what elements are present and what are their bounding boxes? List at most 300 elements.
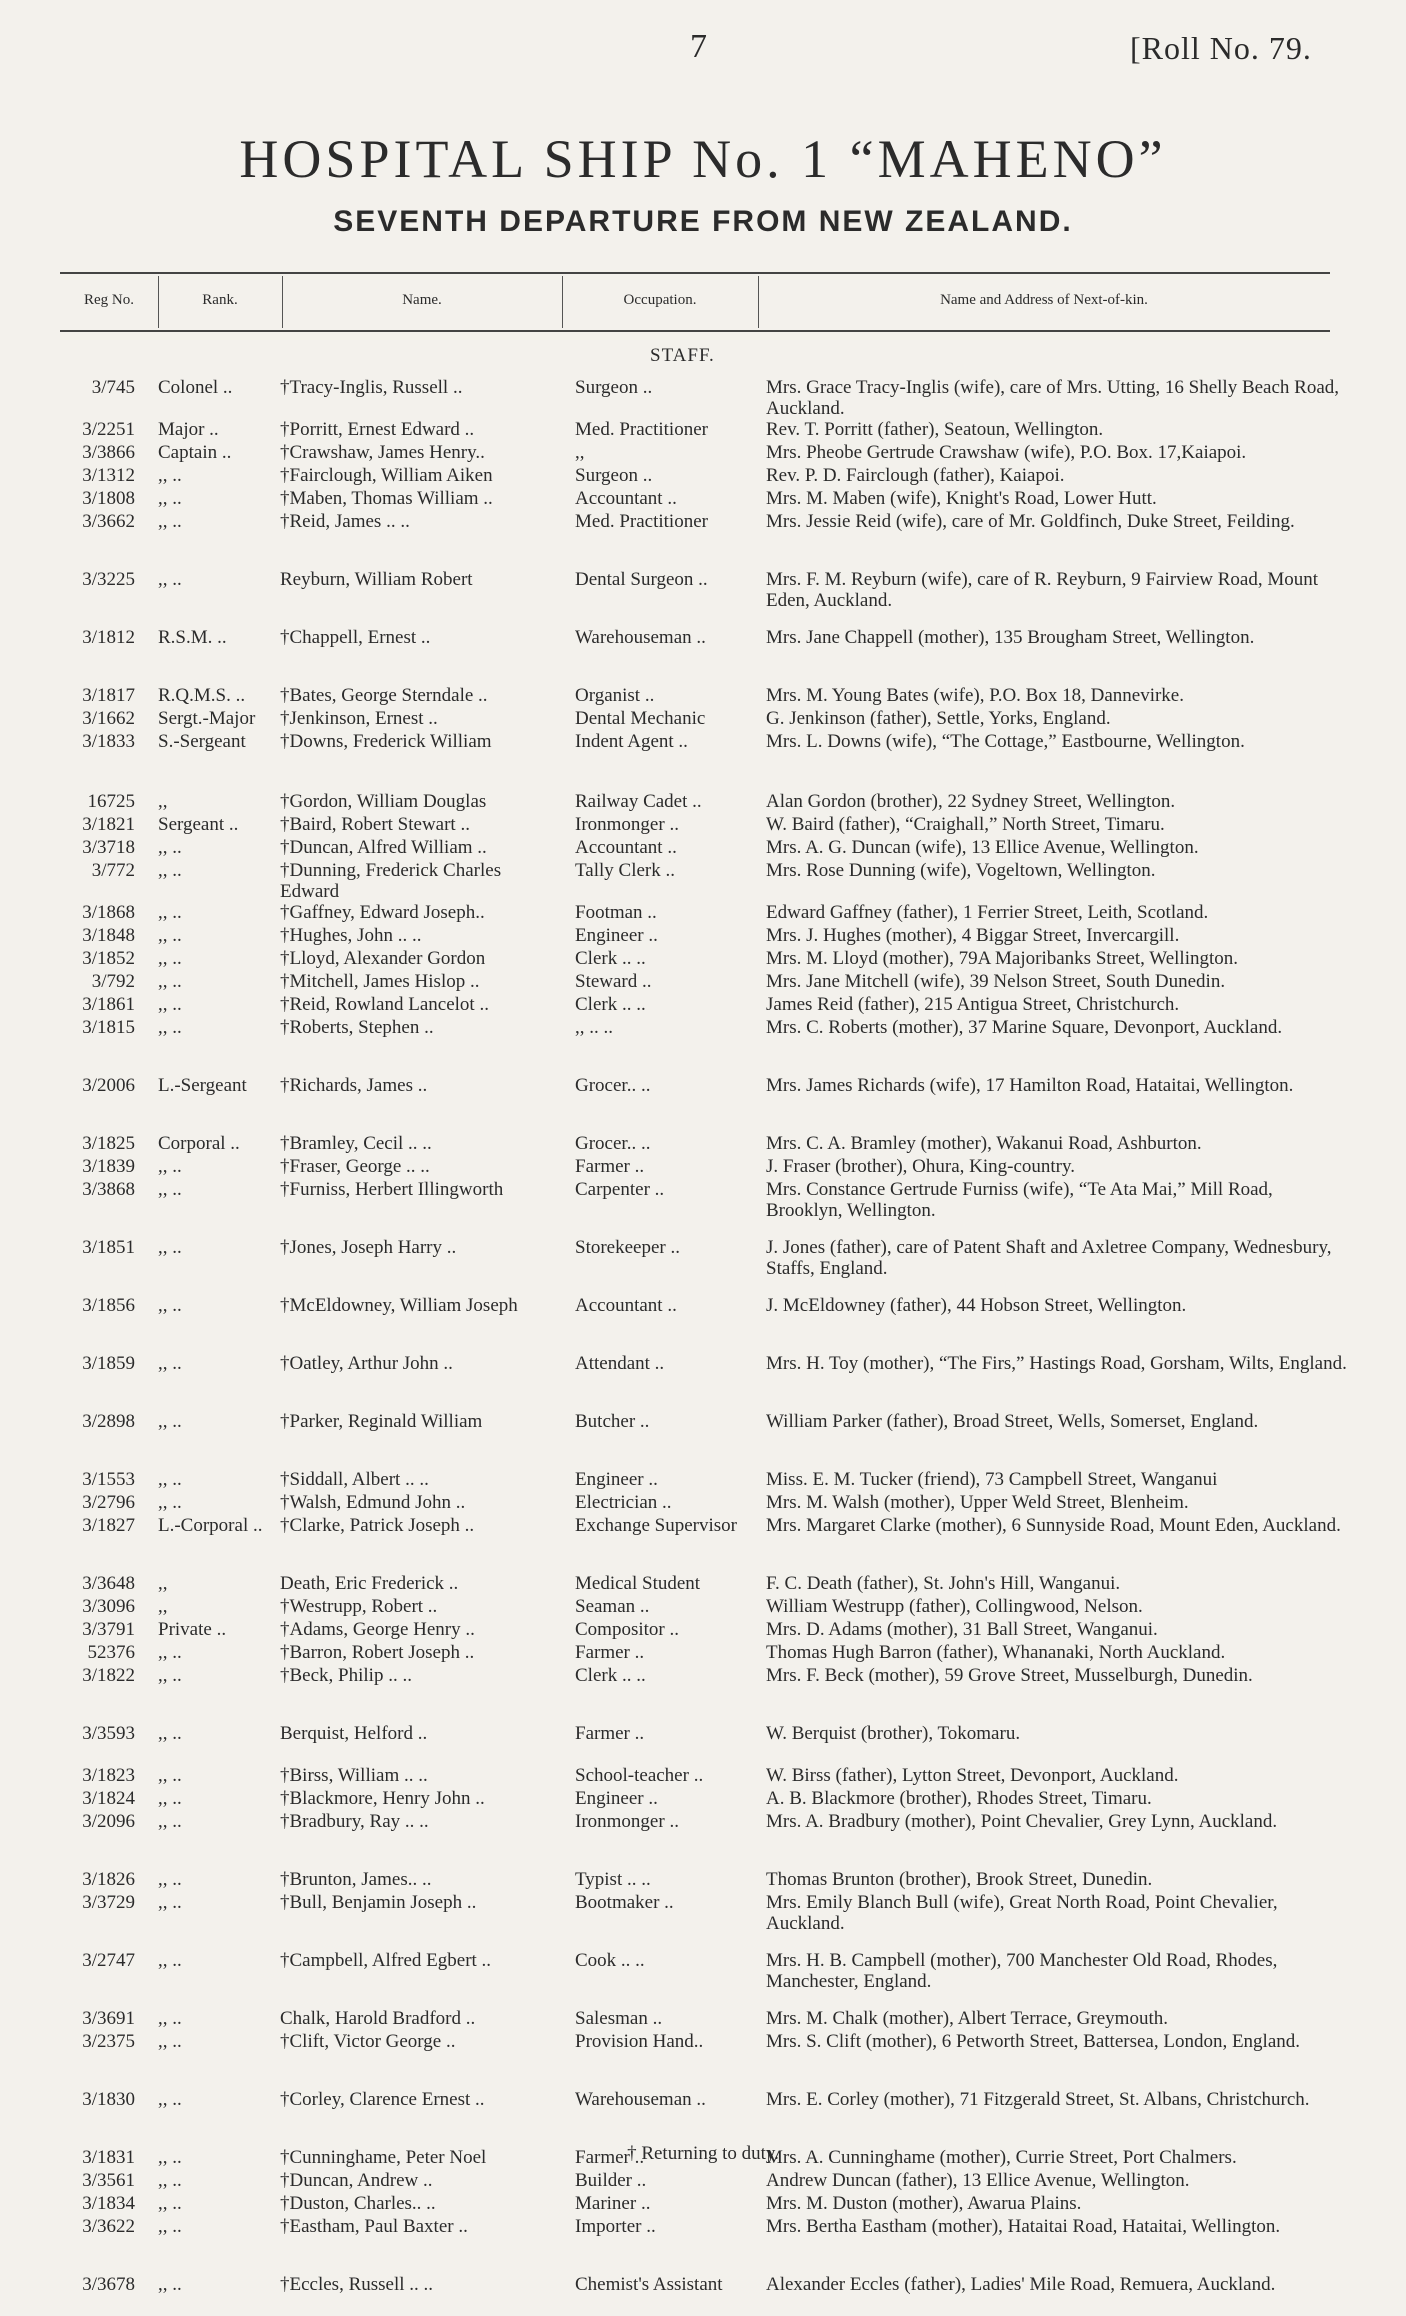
rank-cell: ,, .. (158, 488, 182, 509)
name-cell: †Mitchell, James Hislop .. (280, 971, 480, 992)
table-row (0, 1892, 1406, 1934)
reg-number-cell: 3/1861 (82, 994, 135, 1015)
name-cell: †Jenkinson, Ernest .. (280, 708, 438, 729)
rank-cell: Private .. (158, 1619, 227, 1640)
next-of-kin-cell: Thomas Hugh Barron (father), Whananaki, North Auckland. (766, 1642, 1226, 1663)
rank-cell: ,, (158, 1596, 168, 1617)
table-row (0, 377, 1406, 419)
occupation-cell: Surgeon .. (575, 377, 653, 398)
table-row (0, 948, 1406, 971)
rank-cell: ,, .. (158, 1723, 182, 1744)
occupation-cell: Attendant .. (575, 1353, 665, 1374)
table-row (0, 1353, 1406, 1395)
occupation-cell: Indent Agent .. (575, 731, 688, 752)
reg-number-cell: 3/2096 (82, 1811, 135, 1832)
table-row (0, 860, 1406, 902)
reg-number-cell: 3/3662 (82, 511, 135, 532)
next-of-kin-cell: Mrs. Jessie Reid (wife), care of Mr. Goldfinch, Duke Street, Feilding. (766, 511, 1295, 532)
table-row (0, 685, 1406, 708)
rank-cell: ,, .. (158, 1469, 182, 1490)
name-cell: †Furniss, Herbert Illingworth (280, 1179, 504, 1200)
roll-number: [Roll No. 79. (1130, 30, 1312, 66)
name-cell: †Lloyd, Alexander Gordon (280, 948, 486, 969)
occupation-cell: Cook .. .. (575, 1950, 645, 1971)
table-row (0, 1156, 1406, 1179)
name-cell: †Jones, Joseph Harry .. (280, 1237, 457, 1258)
next-of-kin-cell: Mrs. Emily Blanch Bull (wife), Great North Road, Point Chevalier, Auckland. (766, 1892, 1278, 1934)
name-cell: †Roberts, Stephen .. (280, 1017, 434, 1038)
table-row (0, 419, 1406, 442)
occupation-cell: Salesman .. (575, 2008, 663, 2029)
reg-number-cell: 3/3866 (82, 442, 135, 463)
name-cell: †Richards, James .. (280, 1075, 428, 1096)
table-row (0, 1765, 1406, 1788)
reg-number-cell: 3/3729 (82, 1892, 135, 1913)
name-cell: †Cunninghame, Peter Noel (280, 2147, 487, 2168)
table-row (0, 2170, 1406, 2193)
occupation-cell: Farmer .. (575, 2147, 645, 2168)
table-row (0, 511, 1406, 553)
name-cell: †Beck, Philip .. .. (280, 1665, 412, 1686)
occupation-cell: Med. Practitioner (575, 419, 708, 440)
next-of-kin-cell: Alexander Eccles (father), Ladies' Mile Road, Remuera, Auckland. (766, 2274, 1276, 2295)
next-of-kin-cell: Mrs. C. A. Bramley (mother), Wakanui Road, Ashburton. (766, 1133, 1202, 1154)
occupation-cell: Builder .. (575, 2170, 647, 2191)
name-cell: †Tracy-Inglis, Russell .. (280, 377, 463, 398)
name-cell: †Fraser, George .. .. (280, 1156, 430, 1177)
rank-cell: ,, .. (158, 1237, 182, 1258)
next-of-kin-cell: Alan Gordon (brother), 22 Sydney Street, Wellington. (766, 791, 1176, 812)
next-of-kin-cell: Mrs. L. Downs (wife), “The Cottage,” Eastbourne, Wellington. (766, 731, 1245, 752)
name-cell: †Clift, Victor George .. (280, 2031, 456, 2052)
reg-number-cell: 3/3868 (82, 1179, 135, 1200)
name-cell: †Porritt, Ernest Edward .. (280, 419, 475, 440)
reg-number-cell: 3/3791 (82, 1619, 135, 1640)
name-cell: †Gordon, William Douglas (280, 791, 487, 812)
table-row (0, 1133, 1406, 1156)
occupation-cell: Accountant .. (575, 488, 677, 509)
occupation-cell: Carpenter .. (575, 1179, 665, 1200)
rank-cell: ,, .. (158, 1811, 182, 1832)
rank-cell: ,, .. (158, 1892, 182, 1913)
next-of-kin-cell: Mrs. Jane Mitchell (wife), 39 Nelson Street, South Dunedin. (766, 971, 1226, 992)
rank-cell: ,, .. (158, 1788, 182, 1809)
reg-number-cell: 3/3678 (82, 2274, 135, 2295)
reg-number-cell: 3/1823 (82, 1765, 135, 1786)
name-cell: †Barron, Robert Joseph .. (280, 1642, 475, 1663)
rank-cell: Sergeant .. (158, 814, 239, 835)
next-of-kin-cell: Mrs. Grace Tracy-Inglis (wife), care of Mrs. Utting, 16 Shelly Beach Road, Auckland. (766, 377, 1340, 419)
table-row (0, 708, 1406, 731)
table-row (0, 1237, 1406, 1279)
next-of-kin-cell: Mrs. M. Young Bates (wife), P.O. Box 18, Dannevirke. (766, 685, 1184, 706)
reg-number-cell: 3/1662 (82, 708, 135, 729)
occupation-cell: Provision Hand.. (575, 2031, 704, 2052)
name-cell: Berquist, Helford .. (280, 1723, 428, 1744)
name-cell: †Crawshaw, James Henry.. (280, 442, 485, 463)
table-row (0, 971, 1406, 994)
rank-cell: ,, .. (158, 994, 182, 1015)
table-row (0, 994, 1406, 1017)
next-of-kin-cell: Thomas Brunton (brother), Brook Street, Dunedin. (766, 1869, 1153, 1890)
rank-cell: ,, .. (158, 837, 182, 858)
rank-cell: ,, .. (158, 2193, 182, 2214)
next-of-kin-cell: Rev. P. D. Fairclough (father), Kaiapoi. (766, 465, 1065, 486)
rank-cell: ,, .. (158, 1950, 182, 1971)
next-of-kin-cell: Mrs. M. Walsh (mother), Upper Weld Street, Blenheim. (766, 1492, 1189, 1513)
name-cell: †Siddall, Albert .. .. (280, 1469, 429, 1490)
occupation-cell: Organist .. (575, 685, 655, 706)
table-row (0, 465, 1406, 488)
table-row (0, 1492, 1406, 1515)
name-cell: †Oatley, Arthur John .. (280, 1353, 453, 1374)
occupation-cell: Engineer .. (575, 1788, 658, 1809)
reg-number-cell: 3/1848 (82, 925, 135, 946)
column-header-name: Name. (402, 292, 442, 308)
name-cell: †Reid, James .. .. (280, 511, 410, 532)
next-of-kin-cell: Mrs. M. Maben (wife), Knight's Road, Lower Hutt. (766, 488, 1157, 509)
table-row (0, 2008, 1406, 2031)
next-of-kin-cell: W. Berquist (brother), Tokomaru. (766, 1723, 1021, 1744)
rank-cell: ,, .. (158, 2008, 182, 2029)
name-cell: †Birss, William .. .. (280, 1765, 428, 1786)
table-row (0, 1950, 1406, 1992)
name-cell: †Clarke, Patrick Joseph .. (280, 1515, 475, 1536)
name-cell: †Duncan, Alfred William .. (280, 837, 487, 858)
reg-number-cell: 3/3648 (82, 1573, 135, 1594)
rank-cell: ,, .. (158, 902, 182, 923)
rank-cell: ,, .. (158, 2031, 182, 2052)
rank-cell: Sergt.-Major (158, 708, 256, 729)
reg-number-cell: 3/3593 (82, 1723, 135, 1744)
rank-cell: Corporal .. (158, 1133, 240, 1154)
next-of-kin-cell: William Westrupp (father), Collingwood, Nelson. (766, 1596, 1143, 1617)
occupation-cell: Steward .. (575, 971, 652, 992)
table-row (0, 1017, 1406, 1059)
rank-cell: ,, .. (158, 925, 182, 946)
occupation-cell: Warehouseman .. (575, 627, 706, 648)
table-row (0, 1811, 1406, 1853)
table-row (0, 2031, 1406, 2073)
next-of-kin-cell: G. Jenkinson (father), Settle, Yorks, England. (766, 708, 1111, 729)
rank-cell: ,, .. (158, 1353, 182, 1374)
page-subtitle: SEVENTH DEPARTURE FROM NEW ZEALAND. (333, 205, 1073, 238)
name-cell: †Bradbury, Ray .. .. (280, 1811, 429, 1832)
table-row (0, 488, 1406, 511)
reg-number-cell: 3/2375 (82, 2031, 135, 2052)
name-cell: †Campbell, Alfred Egbert .. (280, 1950, 492, 1971)
next-of-kin-cell: Andrew Duncan (father), 13 Ellice Avenue, Wellington. (766, 2170, 1190, 2191)
occupation-cell: Ironmonger .. (575, 814, 679, 835)
name-cell: †Eccles, Russell .. .. (280, 2274, 434, 2295)
name-cell: †Gaffney, Edward Joseph.. (280, 902, 485, 923)
reg-number-cell: 3/2898 (82, 1411, 135, 1432)
reg-number-cell: 3/3718 (82, 837, 135, 858)
table-row (0, 627, 1406, 669)
reg-number-cell: 3/1815 (82, 1017, 135, 1038)
occupation-cell: Tally Clerk .. (575, 860, 675, 881)
reg-number-cell: 3/2747 (82, 1950, 135, 1971)
rank-cell: ,, .. (158, 569, 182, 590)
next-of-kin-cell: Mrs. M. Duston (mother), Awarua Plains. (766, 2193, 1082, 2214)
reg-number-cell: 3/1834 (82, 2193, 135, 2214)
rank-cell: Captain .. (158, 442, 232, 463)
rank-cell: ,, .. (158, 2216, 182, 2237)
table-row (0, 442, 1406, 465)
occupation-cell: Farmer .. (575, 1723, 645, 1744)
column-header-rank: Rank. (202, 292, 238, 308)
name-cell: †Brunton, James.. .. (280, 1869, 432, 1890)
name-cell: †Duston, Charles.. .. (280, 2193, 436, 2214)
name-cell: †Westrupp, Robert .. (280, 1596, 438, 1617)
reg-number-cell: 3/745 (91, 377, 135, 398)
header-rule-top (60, 272, 1330, 274)
reg-number-cell: 3/1868 (82, 902, 135, 923)
table-row (0, 1469, 1406, 1492)
next-of-kin-cell: A. B. Blackmore (brother), Rhodes Street, Timaru. (766, 1788, 1152, 1809)
occupation-cell: Clerk .. .. (575, 1665, 646, 1686)
rank-cell: ,, .. (158, 1492, 182, 1513)
rank-cell: L.-Corporal .. (158, 1515, 263, 1536)
occupation-cell: Dental Mechanic (575, 708, 706, 729)
next-of-kin-cell: J. Jones (father), care of Patent Shaft and Axletree Company, Wednesbury, Staffs, England. (766, 1237, 1332, 1279)
reg-number-cell: 3/1859 (82, 1353, 135, 1374)
footnote: † Returning to duty. (627, 2143, 779, 2164)
name-cell: †Bramley, Cecil .. .. (280, 1133, 432, 1154)
reg-number-cell: 3/1817 (82, 685, 135, 706)
table-row (0, 837, 1406, 860)
next-of-kin-cell: Mrs. Constance Gertrude Furniss (wife), “Te Ata Mai,” Mill Road, Brooklyn, Wellington. (766, 1179, 1273, 1221)
next-of-kin-cell: Mrs. Pheobe Gertrude Crawshaw (wife), P.O. Box. 17,Kaiapoi. (766, 442, 1247, 463)
name-cell: †Walsh, Edmund John .. (280, 1492, 466, 1513)
next-of-kin-cell: Mrs. A. G. Duncan (wife), 13 Ellice Avenue, Wellington. (766, 837, 1199, 858)
reg-number-cell: 3/1822 (82, 1665, 135, 1686)
occupation-cell: Grocer.. .. (575, 1075, 651, 1096)
table-row (0, 902, 1406, 925)
column-header-occupation: Occupation. (623, 292, 697, 308)
next-of-kin-cell: Mrs. J. Hughes (mother), 4 Biggar Street, Invercargill. (766, 925, 1180, 946)
page-number: 7 (690, 28, 707, 65)
name-cell: †Downs, Frederick William (280, 731, 492, 752)
name-cell: †Duncan, Andrew .. (280, 2170, 433, 2191)
header-rule-bottom (60, 330, 1330, 332)
next-of-kin-cell: Mrs. Rose Dunning (wife), Vogeltown, Wellington. (766, 860, 1156, 881)
next-of-kin-cell: Mrs. A. Cunninghame (mother), Currie Street, Port Chalmers. (766, 2147, 1237, 2168)
rank-cell: ,, .. (158, 1765, 182, 1786)
table-row (0, 1869, 1406, 1892)
name-cell: †Parker, Reginald William (280, 1411, 483, 1432)
reg-number-cell: 3/2796 (82, 1492, 135, 1513)
name-cell: Death, Eric Frederick .. (280, 1573, 459, 1594)
table-row (0, 1723, 1406, 1765)
next-of-kin-cell: Miss. E. M. Tucker (friend), 73 Campbell Street, Wanganui (766, 1469, 1218, 1490)
section-heading: STAFF. (650, 345, 715, 366)
occupation-cell: School-teacher .. (575, 1765, 704, 1786)
rank-cell: S.-Sergeant (158, 731, 246, 752)
rank-cell: ,, .. (158, 2170, 182, 2191)
reg-number-cell: 3/792 (91, 971, 135, 992)
name-cell: Chalk, Harold Bradford .. (280, 2008, 476, 2029)
rank-cell: ,, .. (158, 1156, 182, 1177)
table-row (0, 1788, 1406, 1811)
next-of-kin-cell: Mrs. S. Clift (mother), 6 Petworth Street, Battersea, London, England. (766, 2031, 1301, 2052)
reg-number-cell: 3/1812 (82, 627, 135, 648)
occupation-cell: Typist .. .. (575, 1869, 651, 1890)
reg-number-cell: 3/772 (91, 860, 135, 881)
occupation-cell: Dental Surgeon .. (575, 569, 708, 590)
occupation-cell: Butcher .. (575, 1411, 650, 1432)
table-row (0, 2216, 1406, 2258)
name-cell: †McEldowney, William Joseph (280, 1295, 518, 1316)
rank-cell: ,, .. (158, 465, 182, 486)
occupation-cell: Accountant .. (575, 1295, 677, 1316)
roll-table (0, 377, 1406, 2316)
next-of-kin-cell: Mrs. H. Toy (mother), “The Firs,” Hastings Road, Gorsham, Wilts, England. (766, 1353, 1347, 1374)
reg-number-cell: 3/1808 (82, 488, 135, 509)
name-cell: †Blackmore, Henry John .. (280, 1788, 485, 1809)
next-of-kin-cell: Mrs. H. B. Campbell (mother), 700 Manchester Old Road, Rhodes, Manchester, England. (766, 1950, 1278, 1992)
rank-cell: ,, (158, 791, 168, 812)
next-of-kin-cell: J. Fraser (brother), Ohura, King-country. (766, 1156, 1076, 1177)
reg-number-cell: 3/3096 (82, 1596, 135, 1617)
page-title: HOSPITAL SHIP No. 1 “MAHENO” (239, 129, 1167, 189)
rank-cell: ,, .. (158, 1642, 182, 1663)
occupation-cell: Seaman .. (575, 1596, 650, 1617)
rank-cell: ,, .. (158, 2274, 182, 2295)
table-row (0, 1411, 1406, 1453)
rank-cell: ,, .. (158, 1295, 182, 1316)
name-cell: †Fairclough, William Aiken (280, 465, 493, 486)
reg-number-cell: 3/1856 (82, 1295, 135, 1316)
rank-cell: ,, .. (158, 1179, 182, 1200)
occupation-cell: Electrician .. (575, 1492, 672, 1513)
occupation-cell: ,, .. .. (575, 1017, 613, 1038)
name-cell: †Eastham, Paul Baxter .. (280, 2216, 468, 2237)
occupation-cell: Medical Student (575, 1573, 701, 1594)
name-cell: †Hughes, John .. .. (280, 925, 422, 946)
occupation-cell: Engineer .. (575, 1469, 658, 1490)
name-cell: Reyburn, William Robert (280, 569, 473, 590)
reg-number-cell: 3/1553 (82, 1469, 135, 1490)
table-row (0, 1642, 1406, 1665)
table-row (0, 1665, 1406, 1707)
name-cell: †Maben, Thomas William .. (280, 488, 493, 509)
table-row (0, 791, 1406, 814)
next-of-kin-cell: Mrs. Margaret Clarke (mother), 6 Sunnyside Road, Mount Eden, Auckland. (766, 1515, 1341, 1536)
occupation-cell: Grocer.. .. (575, 1133, 651, 1154)
rank-cell: R.S.M. .. (158, 627, 227, 648)
next-of-kin-cell: Mrs. M. Chalk (mother), Albert Terrace, Greymouth. (766, 2008, 1168, 2029)
occupation-cell: Exchange Supervisor (575, 1515, 737, 1536)
next-of-kin-cell: Mrs. F. M. Reyburn (wife), care of R. Reyburn, 9 Fairview Road, Mount Eden, Auckland. (766, 569, 1319, 611)
reg-number-cell: 3/1833 (82, 731, 135, 752)
reg-number-cell: 3/2006 (82, 1075, 135, 1096)
rank-cell: Colonel .. (158, 377, 233, 398)
name-cell: †Bates, George Sterndale .. (280, 685, 488, 706)
next-of-kin-cell: F. C. Death (father), St. John's Hill, Wanganui. (766, 1573, 1121, 1594)
reg-number-cell: 3/1839 (82, 1156, 135, 1177)
reg-number-cell: 3/1827 (82, 1515, 135, 1536)
table-row (0, 1515, 1406, 1557)
rank-cell: ,, .. (158, 2147, 182, 2168)
next-of-kin-cell: Mrs. M. Lloyd (mother), 79A Majoribanks Street, Wellington. (766, 948, 1239, 969)
rank-cell: ,, .. (158, 1869, 182, 1890)
occupation-cell: Clerk .. .. (575, 948, 646, 969)
reg-number-cell: 3/1824 (82, 1788, 135, 1809)
reg-number-cell: 3/1851 (82, 1237, 135, 1258)
table-row (0, 731, 1406, 775)
occupation-cell: Mariner .. (575, 2193, 651, 2214)
rank-cell: L.-Sergeant (158, 1075, 247, 1096)
occupation-cell: Storekeeper .. (575, 1237, 680, 1258)
occupation-cell: Ironmonger .. (575, 1811, 679, 1832)
rank-cell: ,, (158, 1573, 168, 1594)
name-cell: †Reid, Rowland Lancelot .. (280, 994, 489, 1015)
occupation-cell: Med. Practitioner (575, 511, 708, 532)
next-of-kin-cell: Edward Gaffney (father), 1 Ferrier Street, Leith, Scotland. (766, 902, 1209, 923)
reg-number-cell: 3/1821 (82, 814, 135, 835)
table-row (0, 1179, 1406, 1221)
occupation-cell: Railway Cadet .. (575, 791, 702, 812)
occupation-cell: Bootmaker .. (575, 1892, 674, 1913)
reg-number-cell: 3/3225 (82, 569, 135, 590)
table-row (0, 2274, 1406, 2316)
reg-number-cell: 52376 (87, 1642, 135, 1663)
next-of-kin-cell: Mrs. A. Bradbury (mother), Point Chevalier, Grey Lynn, Auckland. (766, 1811, 1278, 1832)
name-cell: †Chappell, Ernest .. (280, 627, 431, 648)
rank-cell: ,, .. (158, 1665, 182, 1686)
rank-cell: ,, .. (158, 2089, 182, 2110)
occupation-cell: Engineer .. (575, 925, 658, 946)
next-of-kin-cell: W. Baird (father), “Craighall,” North Street, Timaru. (766, 814, 1165, 835)
table-row (0, 1619, 1406, 1642)
rank-cell: ,, .. (158, 1411, 182, 1432)
table-row (0, 1596, 1406, 1619)
name-cell: †Baird, Robert Stewart .. (280, 814, 470, 835)
table-row (0, 814, 1406, 837)
name-cell: †Adams, George Henry .. (280, 1619, 475, 1640)
rank-cell: ,, .. (158, 511, 182, 532)
next-of-kin-cell: Rev. T. Porritt (father), Seatoun, Wellington. (766, 419, 1104, 440)
next-of-kin-cell: William Parker (father), Broad Street, Wells, Somerset, England. (766, 1411, 1259, 1432)
occupation-cell: Farmer .. (575, 1642, 645, 1663)
reg-number-cell: 3/2251 (82, 419, 135, 440)
column-header-next-of-kin: Name and Address of Next-of-kin. (940, 292, 1148, 308)
next-of-kin-cell: Mrs. F. Beck (mother), 59 Grove Street, Musselburgh, Dunedin. (766, 1665, 1253, 1686)
reg-number-cell: 3/1830 (82, 2089, 135, 2110)
next-of-kin-cell: Mrs. C. Roberts (mother), 37 Marine Square, Devonport, Auckland. (766, 1017, 1283, 1038)
reg-number-cell: 3/1312 (82, 465, 135, 486)
occupation-cell: Clerk .. .. (575, 994, 646, 1015)
occupation-cell: Accountant .. (575, 837, 677, 858)
name-cell: †Bull, Benjamin Joseph .. (280, 1892, 477, 1913)
table-row (0, 2089, 1406, 2131)
next-of-kin-cell: Mrs. Bertha Eastham (mother), Hataitai Road, Hataitai, Wellington. (766, 2216, 1281, 2237)
occupation-cell: Footman .. (575, 902, 657, 923)
reg-number-cell: 3/1831 (82, 2147, 135, 2168)
next-of-kin-cell: W. Birss (father), Lytton Street, Devonport, Auckland. (766, 1765, 1179, 1786)
reg-number-cell: 3/1825 (82, 1133, 135, 1154)
rank-cell: ,, .. (158, 1017, 182, 1038)
reg-number-cell: 16725 (87, 791, 135, 812)
rank-cell: ,, .. (158, 971, 182, 992)
occupation-cell: Surgeon .. (575, 465, 653, 486)
table-row (0, 569, 1406, 611)
rank-cell: ,, .. (158, 948, 182, 969)
table-row (0, 1075, 1406, 1117)
reg-number-cell: 3/1826 (82, 1869, 135, 1890)
next-of-kin-cell: Mrs. E. Corley (mother), 71 Fitzgerald Street, St. Albans, Christchurch. (766, 2089, 1310, 2110)
